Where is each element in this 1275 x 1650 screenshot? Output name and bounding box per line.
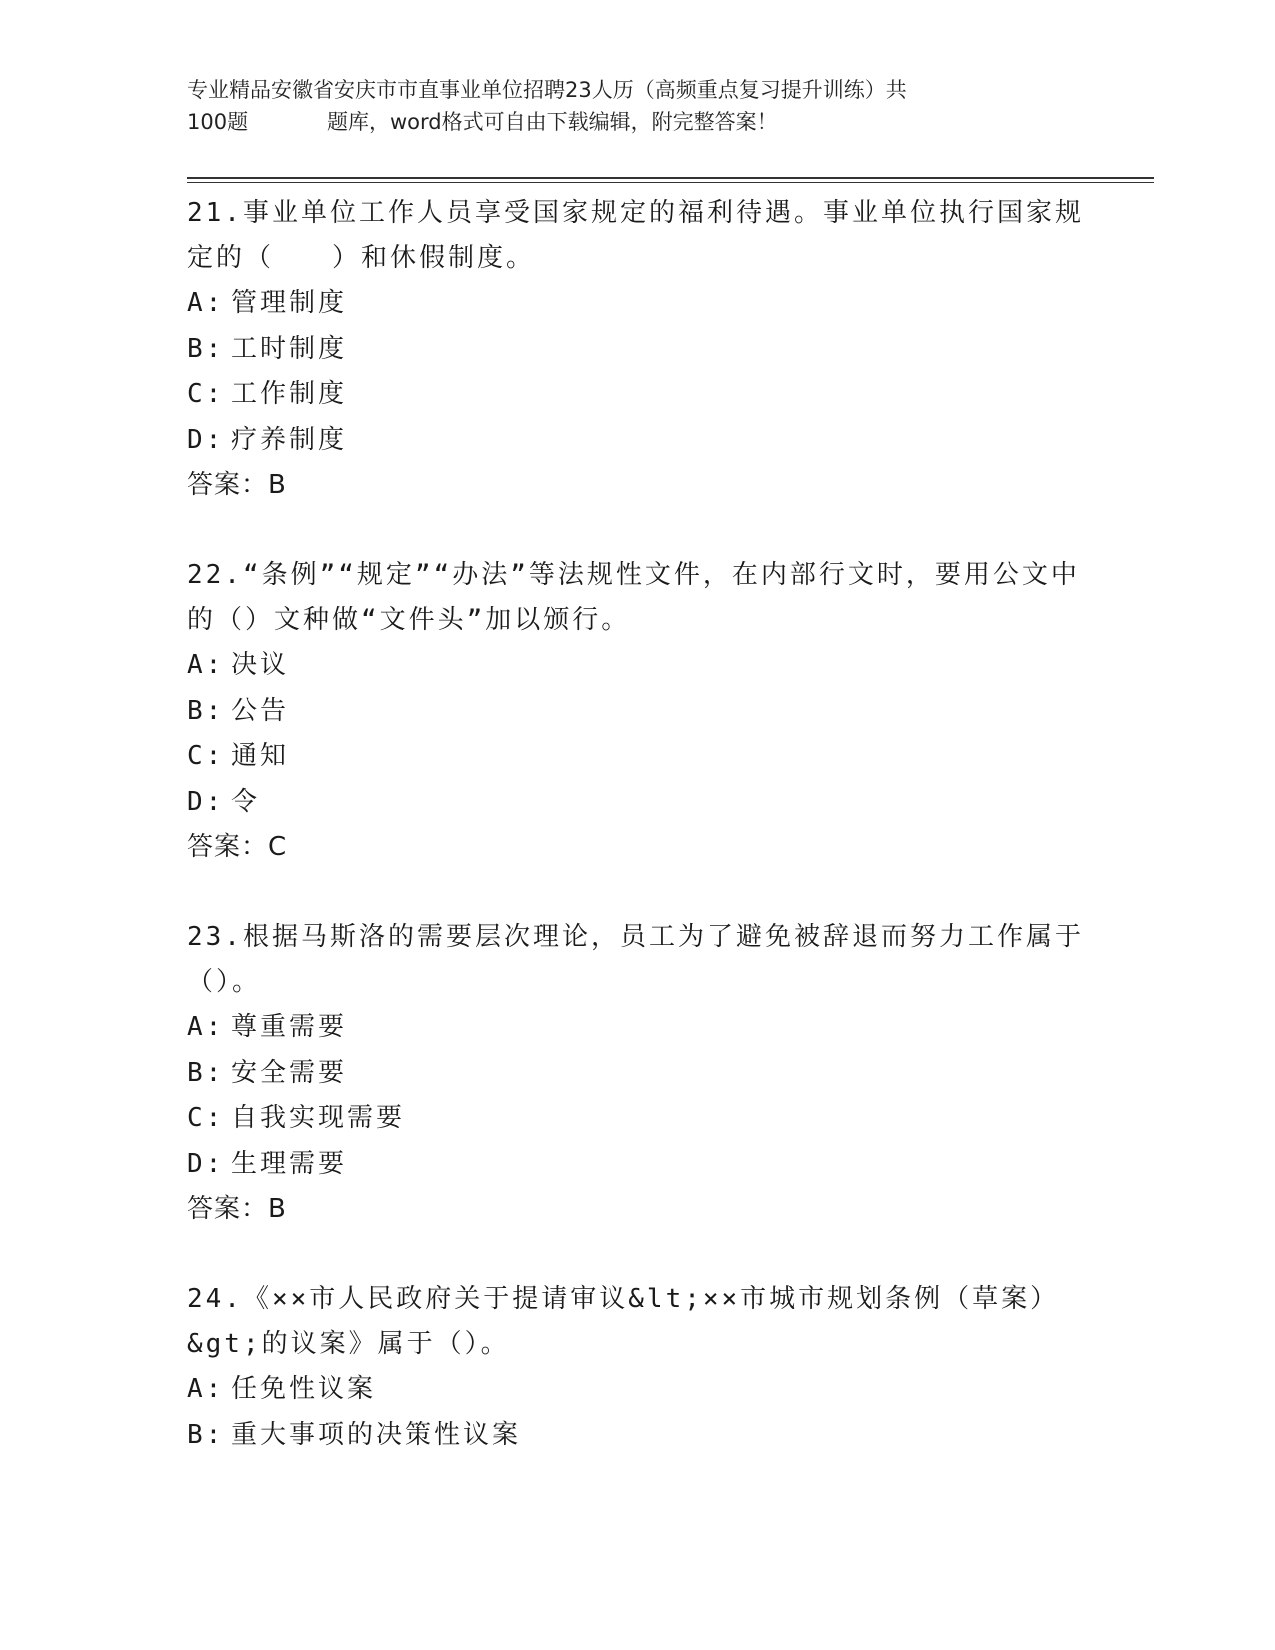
document-header <box>187 74 1087 138</box>
question-list <box>187 191 1087 1503</box>
option-letter: A: <box>187 650 225 680</box>
header-title-line1: 专业精品安徽省安庆市市直事业单位招聘23人历（高频重点复习提升训练）共 <box>187 78 907 102</box>
option-letter: D: <box>187 424 225 455</box>
option-letter: B: <box>187 333 225 364</box>
option-letter: B: <box>187 695 225 726</box>
option-letter: D: <box>187 786 225 817</box>
option-text: 决议 <box>231 650 290 680</box>
header-divider-thick <box>187 177 1154 179</box>
option-d <box>187 418 1087 464</box>
option-text: 通知 <box>231 741 290 771</box>
option-text: 管理制度 <box>231 288 348 318</box>
question-text: 23.根据马斯洛的需要层次理论，员工为了避免被辞退而努力工作属于（）。 <box>187 922 1084 997</box>
option-c <box>187 1096 1087 1142</box>
option-b <box>187 1413 1087 1459</box>
answer-line: 答案：C <box>187 832 288 862</box>
question-text: 22.“条例”“规定”“办法”等法规性文件，在内部行文时，要用公文中的（）文种做“文件头”加以颁行。 <box>187 560 1080 635</box>
option-text: 任免性议案 <box>231 1374 377 1404</box>
option-a <box>187 1005 1087 1051</box>
answer-line: 答案：B <box>187 1194 287 1224</box>
question-text: 21.事业单位工作人员享受国家规定的福利待遇。事业单位执行国家规定的（ ）和休假制度。 <box>187 198 1084 273</box>
header-question-count: 100题 <box>187 110 249 134</box>
question-text: 24.《××市人民政府关于提请审议&lt;××市城市规划条例（草案）&gt;的议案》属于（）。 <box>187 1284 1060 1359</box>
option-b <box>187 1051 1087 1097</box>
option-letter: A: <box>187 1012 225 1042</box>
header-description: 题库，word格式可自由下载编辑，附完整答案！ <box>327 110 778 134</box>
option-text: 工时制度 <box>231 333 348 364</box>
header-title-line2 <box>187 106 1087 138</box>
option-b <box>187 327 1087 373</box>
question-21 <box>187 191 1087 508</box>
option-letter: C: <box>187 1103 225 1133</box>
option-text: 令 <box>231 786 261 817</box>
option-letter: C: <box>187 741 225 771</box>
option-d <box>187 780 1087 826</box>
option-a <box>187 281 1087 327</box>
option-text: 公告 <box>231 695 290 726</box>
option-letter: D: <box>187 1148 225 1179</box>
header-divider-thin <box>187 182 1154 183</box>
option-letter: B: <box>187 1057 225 1088</box>
question-23 <box>187 915 1087 1232</box>
option-letter: C: <box>187 379 225 409</box>
option-c <box>187 734 1087 780</box>
option-a <box>187 1367 1087 1413</box>
question-24 <box>187 1277 1087 1458</box>
option-text: 疗养制度 <box>231 424 348 455</box>
option-d <box>187 1142 1087 1188</box>
answer-line: 答案：B <box>187 470 287 500</box>
option-c <box>187 372 1087 418</box>
option-text: 安全需要 <box>231 1057 348 1088</box>
option-letter: A: <box>187 288 225 318</box>
option-text: 尊重需要 <box>231 1012 348 1042</box>
option-a <box>187 643 1087 689</box>
question-22 <box>187 553 1087 870</box>
option-letter: B: <box>187 1419 225 1450</box>
option-text: 生理需要 <box>231 1148 348 1179</box>
option-text: 重大事项的决策性议案 <box>231 1419 522 1450</box>
option-b <box>187 689 1087 735</box>
option-text: 工作制度 <box>231 379 348 409</box>
option-letter: A: <box>187 1374 225 1404</box>
option-text: 自我实现需要 <box>231 1103 406 1133</box>
